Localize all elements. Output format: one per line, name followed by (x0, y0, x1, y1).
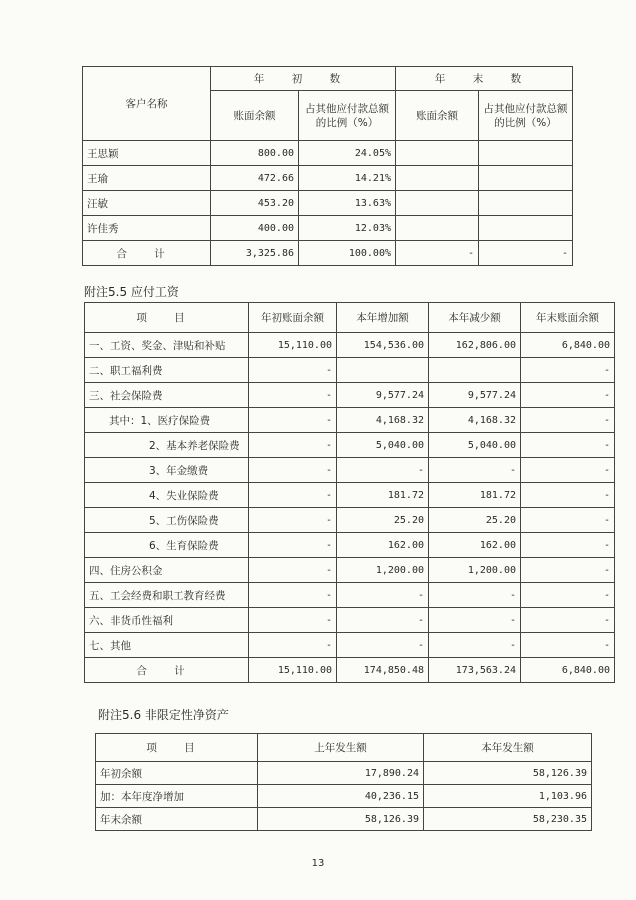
item-label: 3、年金缴费 (85, 458, 249, 483)
header-ratio-end: 占其他应付款总额的比例（%） (479, 91, 573, 141)
total-end-book: - (396, 241, 479, 266)
page-number: 13 (311, 858, 325, 869)
unrestricted-net-assets-table (95, 733, 592, 831)
header-prev-year: 上年发生额 (258, 734, 424, 762)
decrease-amount: 1,200.00 (429, 558, 521, 583)
total-label: 合 计 (83, 241, 211, 266)
begin-balance: - (249, 433, 337, 458)
customer-name: 许佳秀 (83, 216, 211, 241)
begin-balance: - (249, 633, 337, 658)
book-balance: 800.00 (211, 141, 299, 166)
increase-amount: - (337, 583, 429, 608)
increase-amount: - (337, 633, 429, 658)
decrease-amount: - (429, 633, 521, 658)
header-increase: 本年增加额 (337, 303, 429, 333)
header-begin-balance: 年初账面余额 (249, 303, 337, 333)
section-title-wages-payable: 附注5.5 应付工资 (84, 285, 179, 299)
item-label: 三、社会保险费 (85, 383, 249, 408)
customer-name: 王思颖 (83, 141, 211, 166)
total-end: 6,840.00 (521, 658, 615, 683)
table-row (85, 508, 615, 533)
item-label: 四、住房公积金 (85, 558, 249, 583)
table-row (85, 333, 615, 358)
begin-balance: - (249, 583, 337, 608)
end-balance: - (521, 458, 615, 483)
increase-amount (337, 358, 429, 383)
customer-name: 汪敏 (83, 191, 211, 216)
decrease-amount: - (429, 458, 521, 483)
table-row (85, 608, 615, 633)
increase-amount: 154,536.00 (337, 333, 429, 358)
table-row (85, 358, 615, 383)
table-row (85, 433, 615, 458)
prev-year-value: 58,126.39 (258, 808, 424, 831)
begin-balance: - (249, 408, 337, 433)
prev-year-value: 17,890.24 (258, 762, 424, 785)
table-row (85, 533, 615, 558)
increase-amount: 5,040.00 (337, 433, 429, 458)
total-begin: 15,110.00 (249, 658, 337, 683)
item-label: 二、职工福利费 (85, 358, 249, 383)
total-row (85, 658, 615, 683)
item-label: 一、工资、奖金、津贴和补贴 (85, 333, 249, 358)
end-balance: - (521, 483, 615, 508)
table-row (85, 383, 615, 408)
begin-balance: - (249, 533, 337, 558)
header-this-year: 本年发生额 (424, 734, 592, 762)
header-book-balance-begin: 账面余额 (211, 91, 299, 141)
header-customer-name: 客户名称 (83, 67, 211, 141)
begin-balance: - (249, 483, 337, 508)
header-item: 项 目 (85, 303, 249, 333)
header-ratio-begin: 占其他应付款总额的比例（%） (299, 91, 396, 141)
section-title-unrestricted-net-assets: 附注5.6 非限定性净资产 (98, 708, 229, 722)
decrease-amount (429, 358, 521, 383)
increase-amount: 181.72 (337, 483, 429, 508)
table-row (96, 785, 592, 808)
table-row (85, 633, 615, 658)
table-row (85, 483, 615, 508)
item-label: 加：本年度净增加 (96, 785, 258, 808)
begin-balance: 15,110.00 (249, 333, 337, 358)
item-label: 七、其他 (85, 633, 249, 658)
table-row (85, 408, 615, 433)
end-balance: - (521, 383, 615, 408)
decrease-amount: - (429, 583, 521, 608)
end-balance: - (521, 358, 615, 383)
total-book-balance: 3,325.86 (211, 241, 299, 266)
begin-balance: - (249, 358, 337, 383)
end-balance: - (521, 508, 615, 533)
decrease-amount: 9,577.24 (429, 383, 521, 408)
header-decrease: 本年减少额 (429, 303, 521, 333)
increase-amount: 1,200.00 (337, 558, 429, 583)
header-year-begin: 年 初 数 (211, 67, 396, 91)
this-year-value: 58,126.39 (424, 762, 592, 785)
item-label: 6、生育保险费 (85, 533, 249, 558)
total-decrease: 173,563.24 (429, 658, 521, 683)
end-balance: - (521, 608, 615, 633)
increase-amount: - (337, 458, 429, 483)
header-year-end: 年 末 数 (396, 67, 573, 91)
begin-balance: - (249, 558, 337, 583)
increase-amount: 9,577.24 (337, 383, 429, 408)
decrease-amount: 25.20 (429, 508, 521, 533)
ratio: 12.03% (299, 216, 396, 241)
decrease-amount: 162.00 (429, 533, 521, 558)
this-year-value: 58,230.35 (424, 808, 592, 831)
ratio: 13.63% (299, 191, 396, 216)
item-label: 其中：1、医疗保险费 (85, 408, 249, 433)
begin-balance: - (249, 608, 337, 633)
total-ratio: 100.00% (299, 241, 396, 266)
customer-name: 王瑜 (83, 166, 211, 191)
book-balance: 472.66 (211, 166, 299, 191)
decrease-amount: 4,168.32 (429, 408, 521, 433)
end-balance: 6,840.00 (521, 333, 615, 358)
prev-year-value: 40,236.15 (258, 785, 424, 808)
item-label: 五、工会经费和职工教育经费 (85, 583, 249, 608)
total-end-ratio: - (479, 241, 573, 266)
item-label: 年末余额 (96, 808, 258, 831)
begin-balance: - (249, 508, 337, 533)
item-label: 4、失业保险费 (85, 483, 249, 508)
decrease-amount: 181.72 (429, 483, 521, 508)
table-row (85, 583, 615, 608)
wages-payable-table (84, 302, 615, 683)
ratio: 14.21% (299, 166, 396, 191)
end-balance: - (521, 408, 615, 433)
total-label: 合 计 (85, 658, 249, 683)
item-label: 六、非货币性福利 (85, 608, 249, 633)
increase-amount: - (337, 608, 429, 633)
table-row (83, 141, 573, 166)
begin-balance: - (249, 383, 337, 408)
table-row (85, 558, 615, 583)
increase-amount: 162.00 (337, 533, 429, 558)
header-book-balance-end: 账面余额 (396, 91, 479, 141)
table-row (83, 216, 573, 241)
item-label: 5、工伤保险费 (85, 508, 249, 533)
begin-balance: - (249, 458, 337, 483)
end-balance: - (521, 533, 615, 558)
total-row (83, 241, 573, 266)
table-row (83, 166, 573, 191)
increase-amount: 4,168.32 (337, 408, 429, 433)
table-row (83, 191, 573, 216)
decrease-amount: 5,040.00 (429, 433, 521, 458)
end-balance: - (521, 558, 615, 583)
decrease-amount: - (429, 608, 521, 633)
end-balance: - (521, 433, 615, 458)
decrease-amount: 162,806.00 (429, 333, 521, 358)
table-row (96, 762, 592, 785)
header-end-balance: 年末账面余额 (521, 303, 615, 333)
book-balance: 400.00 (211, 216, 299, 241)
header-item: 项 目 (96, 734, 258, 762)
item-label: 2、基本养老保险费 (85, 433, 249, 458)
table-row (85, 458, 615, 483)
end-balance: - (521, 583, 615, 608)
item-label: 年初余额 (96, 762, 258, 785)
total-increase: 174,850.48 (337, 658, 429, 683)
increase-amount: 25.20 (337, 508, 429, 533)
this-year-value: 1,103.96 (424, 785, 592, 808)
end-balance: - (521, 633, 615, 658)
ratio: 24.05% (299, 141, 396, 166)
other-payables-table (82, 66, 573, 266)
book-balance: 453.20 (211, 191, 299, 216)
table-row (96, 808, 592, 831)
